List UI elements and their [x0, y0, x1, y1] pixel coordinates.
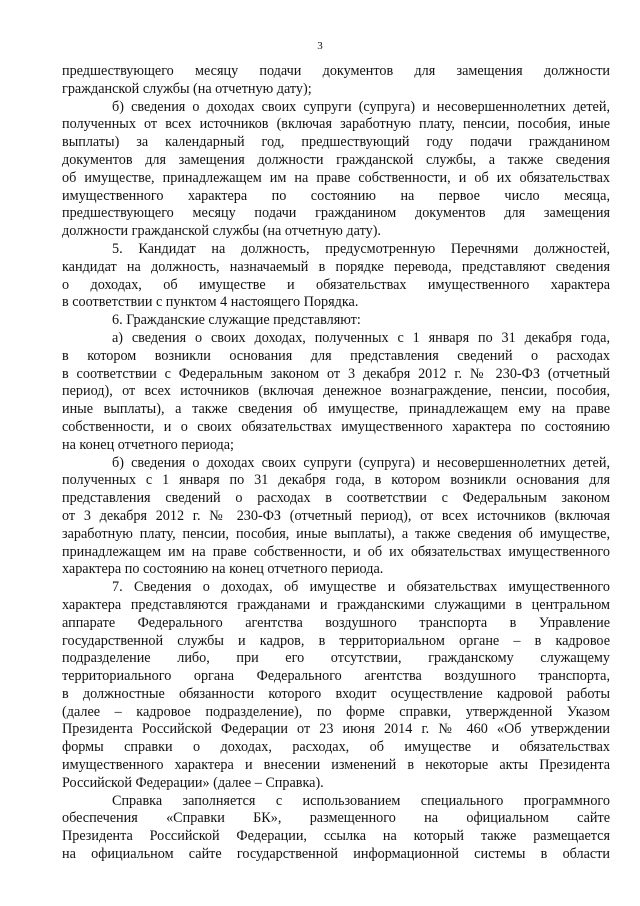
text-line: от 3 декабря 2012 г. № 230-ФЗ (отчетный период), от всех источников (включая: [62, 507, 610, 524]
text-line: о доходах, об имуществе и обязательствах имущественного характера: [62, 276, 610, 293]
text-line: период), от всех источников (включая денежное вознаграждение, пенсии, пособия,: [62, 383, 610, 400]
text-line: б) сведения о доходах своих супруги (супруга) и несовершеннолетних детей,: [112, 98, 610, 115]
text-line: кандидат на должность, назначаемый в порядке перевода, представляют сведения: [62, 258, 610, 275]
text-line: в соответствии с пунктом 4 настоящего Порядка.: [62, 294, 359, 311]
text-line: принадлежащем им на праве собственности, и об их обязательствах имущественного: [62, 543, 610, 560]
text-line: государственной службы и кадров, в территориальном органе – в кадровое: [62, 632, 610, 649]
text-line: подразделение либо, при его отсутствии, гражданскому служащему: [62, 650, 610, 667]
text-line: Президента Российской Федерации, ссылка на который также размещается: [62, 828, 610, 845]
text-line: выплаты) за календарный год, предшествующий году подачи гражданином: [62, 134, 610, 151]
text-line: характера представляются гражданами и гражданскими служащими в центральном: [62, 596, 610, 613]
text-line: характера по состоянию на конец отчетного периода.: [62, 561, 384, 578]
text-line: имущественного характера и внесении изменений в некоторые акты Президента: [62, 757, 610, 774]
text-line: на конец отчетного периода;: [62, 436, 234, 453]
text-line: формы справки о доходах, расходах, об имуществе и обязательствах: [62, 739, 610, 756]
text-line: заработную плату, пенсии, пособия, иные выплаты), а также сведения об имуществе,: [62, 525, 610, 542]
text-line: предшествующего месяцу подачи документов для замещения должности: [62, 63, 610, 79]
text-line: на официальном сайте государственной информационной системы в области: [62, 846, 610, 863]
text-line: гражданской службы (на отчетную дату);: [62, 80, 312, 97]
text-line: предшествующего месяцу подачи гражданином документов для замещения: [62, 205, 610, 222]
text-line: полученных от всех источников (включая заработную плату, пенсии, пособия, иные: [62, 116, 610, 133]
text-line: в соответствии с Федеральным законом от 3 декабря 2012 г. № 230-ФЗ (отчетный: [62, 365, 610, 382]
text-line: представления сведений о расходах в соответствии с Федеральным законом: [62, 490, 610, 507]
text-line: Справка заполняется с использованием специального программного: [112, 792, 610, 809]
text-line: а) сведения о своих доходах, полученных с 1 января по 31 декабря года,: [112, 329, 610, 346]
document-body: [62, 63, 610, 864]
text-line: полученных с 1 января по 31 декабря года, в котором возникли основания для: [62, 472, 610, 489]
text-line: документов для замещения должности гражданской службы, а также сведения: [62, 151, 610, 168]
text-line: обеспечения «Справки БК», размещенного на официальном сайте: [62, 810, 610, 827]
text-line: 6. Гражданские служащие представляют:: [112, 312, 361, 329]
text-line: территориального органа Федерального агентства воздушного транспорта,: [62, 668, 610, 685]
page-number: 3: [317, 40, 323, 52]
text-line: имущественного характера по состоянию на первое число месяца,: [62, 187, 610, 204]
text-line: в должностные обязанности которого входит осуществление кадровой работы: [62, 685, 610, 702]
text-line: собственности, и о своих обязательствах имущественного характера по состоянию: [62, 418, 610, 435]
text-line: (далее – кадровое подразделение), по форме справки, утвержденной Указом: [62, 703, 610, 720]
text-line: об имуществе, принадлежащем им на праве собственности, и об их обязательствах: [62, 169, 610, 186]
text-line: Президента Российской Федерации от 23 июня 2014 г. № 460 «Об утверждении: [62, 721, 610, 738]
text-line: должности гражданской службы (на отчетную дату).: [62, 223, 381, 240]
text-line: б) сведения о доходах своих супруги (супруга) и несовершеннолетних детей,: [112, 454, 610, 471]
text-line: в котором возникли основания для представления сведений о расходах: [62, 347, 610, 364]
text-line: аппарате Федерального агентства воздушного транспорта в Управление: [62, 614, 610, 631]
text-line: Российской Федерации» (далее – Справка).: [62, 774, 324, 791]
text-line: иные выплаты), а также сведения об имуществе, принадлежащем ему на праве: [62, 401, 610, 418]
text-line: 7. Сведения о доходах, об имуществе и обязательствах имущественного: [112, 579, 610, 596]
text-line: 5. Кандидат на должность, предусмотренную Перечнями должностей,: [112, 240, 610, 257]
